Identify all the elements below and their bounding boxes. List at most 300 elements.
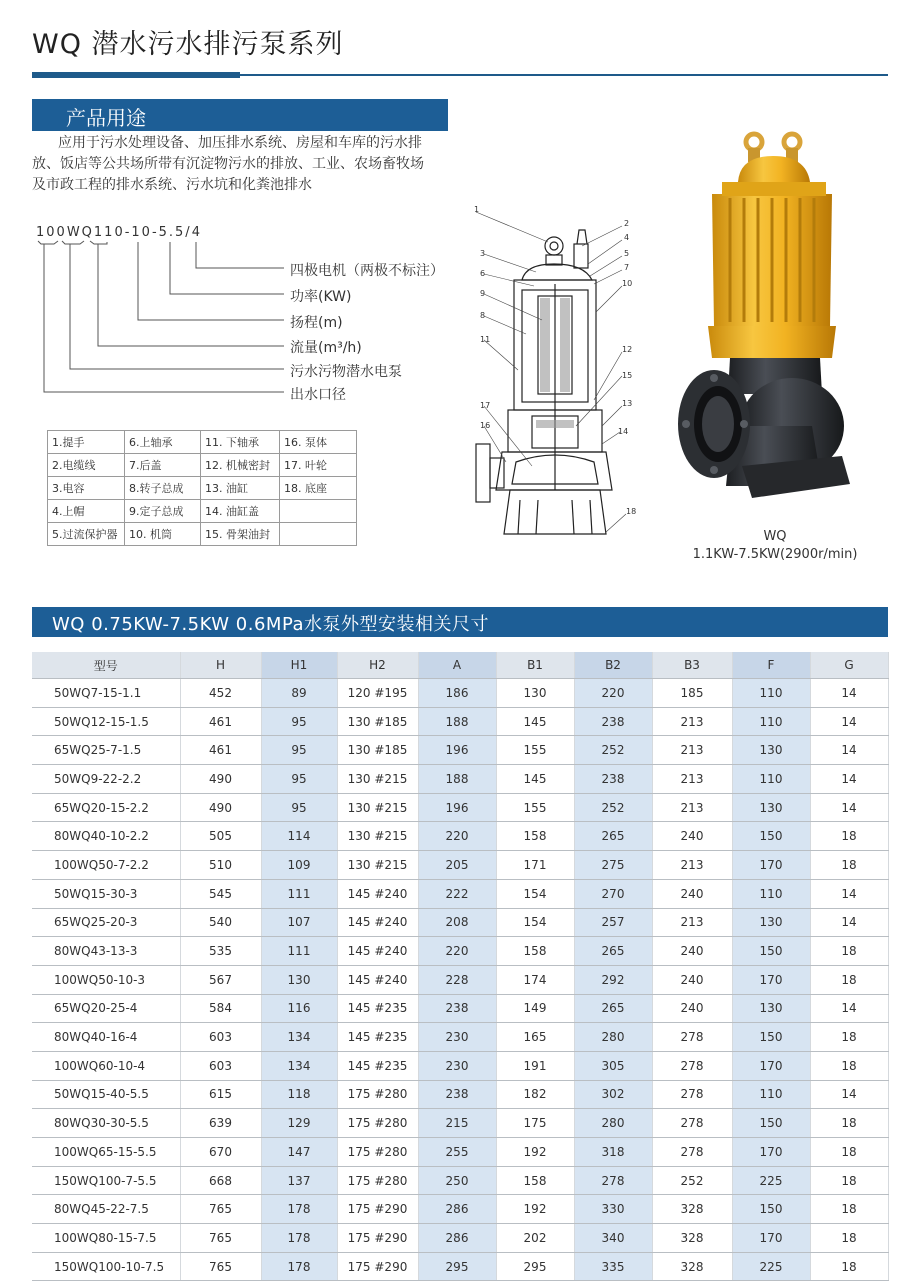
table-row — [32, 1195, 888, 1224]
dimension-cell: 170 — [732, 851, 810, 880]
dimension-cell: 145 #240 — [337, 908, 418, 937]
dimension-cell: 150 — [732, 937, 810, 966]
dimension-cell: 240 — [652, 994, 732, 1023]
diagram-callout-15: 15 — [622, 371, 633, 380]
model-cell: 80WQ45-22-7.5 — [32, 1195, 180, 1224]
parts-cell: 11. 下轴承 — [201, 431, 280, 454]
model-cell: 65WQ20-25-4 — [32, 994, 180, 1023]
dimension-cell: 165 — [496, 1023, 574, 1052]
dimension-cell: 275 — [574, 851, 652, 880]
dimension-cell: 278 — [652, 1109, 732, 1138]
dimension-cell: 130 — [261, 965, 337, 994]
dimension-cell: 238 — [418, 1080, 496, 1109]
dimension-cell: 14 — [810, 879, 888, 908]
dimension-cell: 192 — [496, 1195, 574, 1224]
dimension-cell: 225 — [732, 1166, 810, 1195]
table-row — [32, 1224, 888, 1253]
table-row — [32, 1051, 888, 1080]
dimension-cell: 130 — [732, 908, 810, 937]
dimension-cell: 110 — [732, 707, 810, 736]
dimension-cell: 109 — [261, 851, 337, 880]
dimension-cell: 240 — [652, 822, 732, 851]
dimensions-table — [32, 652, 889, 1281]
model-cell: 50WQ7-15-1.1 — [32, 679, 180, 708]
dimension-cell: 110 — [732, 765, 810, 794]
dimension-cell: 175 — [496, 1109, 574, 1138]
dimension-cell: 328 — [652, 1195, 732, 1224]
dimension-cell: 18 — [810, 1166, 888, 1195]
parts-cell: 5.过流保护器 — [48, 523, 125, 546]
dimension-cell: 490 — [180, 765, 261, 794]
dimension-cell: 18 — [810, 822, 888, 851]
dimension-cell: 510 — [180, 851, 261, 880]
dimension-cell: 252 — [574, 793, 652, 822]
parts-row — [48, 454, 357, 477]
dimension-cell: 192 — [496, 1138, 574, 1167]
dimension-cell: 170 — [732, 965, 810, 994]
parts-cell: 16. 泵体 — [280, 431, 357, 454]
diagram-callout-17: 17 — [480, 401, 491, 410]
parts-row — [48, 477, 357, 500]
dimension-cell: 278 — [652, 1080, 732, 1109]
dimension-cell: 328 — [652, 1252, 732, 1281]
diagram-callout-1: 1 — [474, 205, 480, 214]
dimension-cell: 147 — [261, 1138, 337, 1167]
code-label-head: 扬程(m) — [290, 315, 343, 331]
dimension-cell: 95 — [261, 707, 337, 736]
dimension-cell: 134 — [261, 1023, 337, 1052]
dimension-cell: 213 — [652, 851, 732, 880]
pump-cutaway-diagram — [466, 200, 646, 550]
dimension-cell: 130 #215 — [337, 851, 418, 880]
dimension-cell: 111 — [261, 879, 337, 908]
usage-heading: 产品用途 — [66, 106, 146, 130]
dimension-cell: 116 — [261, 994, 337, 1023]
dimension-cell: 178 — [261, 1195, 337, 1224]
dimension-cell: 222 — [418, 879, 496, 908]
model-cell: 65WQ25-20-3 — [32, 908, 180, 937]
dimensions-header-h: H — [180, 652, 261, 679]
dimension-cell: 670 — [180, 1138, 261, 1167]
table-row — [32, 1138, 888, 1167]
table-row — [32, 707, 888, 736]
table-row — [32, 851, 888, 880]
dimensions-section-header — [32, 607, 888, 637]
diagram-callout-8: 8 — [480, 311, 486, 320]
dimension-cell: 134 — [261, 1051, 337, 1080]
dimensions-heading: WQ 0.75KW-7.5KW 0.6MPa水泵外型安装相关尺寸 — [52, 614, 490, 635]
dimension-cell: 114 — [261, 822, 337, 851]
dimension-cell: 765 — [180, 1252, 261, 1281]
parts-cell: 18. 底座 — [280, 477, 357, 500]
dimension-cell: 490 — [180, 793, 261, 822]
dimension-cell: 603 — [180, 1023, 261, 1052]
dimension-cell: 170 — [732, 1051, 810, 1080]
model-cell: 80WQ40-10-2.2 — [32, 822, 180, 851]
dimension-cell: 461 — [180, 736, 261, 765]
dimension-cell: 202 — [496, 1224, 574, 1253]
dimension-cell: 130 — [496, 679, 574, 708]
dimension-cell: 639 — [180, 1109, 261, 1138]
dimensions-header-a: A — [418, 652, 496, 679]
dimensions-header-model: 型号 — [32, 652, 180, 679]
dimensions-header-g: G — [810, 652, 888, 679]
dimension-cell: 265 — [574, 822, 652, 851]
dimension-cell: 18 — [810, 1051, 888, 1080]
dimensions-header-b2: B2 — [574, 652, 652, 679]
dimension-cell: 257 — [574, 908, 652, 937]
dimension-cell: 615 — [180, 1080, 261, 1109]
dimension-cell: 111 — [261, 937, 337, 966]
dimension-cell: 95 — [261, 793, 337, 822]
model-cell: 80WQ43-13-3 — [32, 937, 180, 966]
dimension-cell: 265 — [574, 994, 652, 1023]
table-row — [32, 1166, 888, 1195]
dimension-cell: 240 — [652, 965, 732, 994]
model-cell: 100WQ80-15-7.5 — [32, 1224, 180, 1253]
dimension-cell: 278 — [652, 1023, 732, 1052]
dimension-cell: 170 — [732, 1138, 810, 1167]
dimension-cell: 14 — [810, 736, 888, 765]
pump-caption-spec: 1.1KW-7.5KW(2900r/min) — [692, 547, 858, 562]
dimension-cell: 150 — [732, 1023, 810, 1052]
table-row — [32, 879, 888, 908]
dimension-cell: 145 #235 — [337, 994, 418, 1023]
diagram-callout-7: 7 — [624, 263, 630, 272]
table-row — [32, 1109, 888, 1138]
dimension-cell: 220 — [418, 822, 496, 851]
dimension-cell: 185 — [652, 679, 732, 708]
table-row — [32, 793, 888, 822]
dimension-cell: 265 — [574, 937, 652, 966]
dimension-cell: 130 #215 — [337, 822, 418, 851]
table-row — [32, 679, 888, 708]
model-cell: 100WQ50-7-2.2 — [32, 851, 180, 880]
dimension-cell: 18 — [810, 965, 888, 994]
dimension-cell: 584 — [180, 994, 261, 1023]
model-code-example: 100WQ110-10-5.5/4 — [36, 225, 202, 240]
table-row — [32, 736, 888, 765]
model-cell: 65WQ25-7-1.5 — [32, 736, 180, 765]
dimensions-header-h2: H2 — [337, 652, 418, 679]
parts-cell: 7.后盖 — [125, 454, 201, 477]
parts-cell: 8.转子总成 — [125, 477, 201, 500]
diagram-callout-6: 6 — [480, 269, 486, 278]
dimension-cell: 130 — [732, 994, 810, 1023]
table-row — [32, 994, 888, 1023]
pump-caption — [672, 528, 878, 564]
dimension-cell: 130 — [732, 793, 810, 822]
dimension-cell: 280 — [574, 1109, 652, 1138]
parts-cell: 17. 叶轮 — [280, 454, 357, 477]
diagram-callout-14: 14 — [618, 427, 629, 436]
dimension-cell: 567 — [180, 965, 261, 994]
dimension-cell: 137 — [261, 1166, 337, 1195]
dimension-cell: 150 — [732, 1195, 810, 1224]
dimension-cell: 18 — [810, 937, 888, 966]
dimension-cell: 155 — [496, 736, 574, 765]
dimension-cell: 220 — [418, 937, 496, 966]
dimension-cell: 270 — [574, 879, 652, 908]
model-cell: 100WQ60-10-4 — [32, 1051, 180, 1080]
dimension-cell: 95 — [261, 736, 337, 765]
dimension-cell: 603 — [180, 1051, 261, 1080]
parts-legend-table — [47, 430, 357, 546]
dimension-cell: 205 — [418, 851, 496, 880]
table-row — [32, 1080, 888, 1109]
parts-row — [48, 431, 357, 454]
dimension-cell: 145 #240 — [337, 937, 418, 966]
dimension-cell: 182 — [496, 1080, 574, 1109]
dimension-cell: 175 #290 — [337, 1195, 418, 1224]
dimension-cell: 230 — [418, 1051, 496, 1080]
dimension-cell: 149 — [496, 994, 574, 1023]
dimension-cell: 175 #290 — [337, 1224, 418, 1253]
dimension-cell: 340 — [574, 1224, 652, 1253]
dimension-cell: 175 #290 — [337, 1252, 418, 1281]
pump-product-photo — [672, 126, 862, 521]
dimension-cell: 208 — [418, 908, 496, 937]
dimension-cell: 14 — [810, 994, 888, 1023]
model-cell: 80WQ30-30-5.5 — [32, 1109, 180, 1138]
dimension-cell: 158 — [496, 822, 574, 851]
dimension-cell: 145 #240 — [337, 965, 418, 994]
diagram-callout-9: 9 — [480, 289, 486, 298]
parts-cell: 15. 骨架油封 — [201, 523, 280, 546]
dimension-cell: 130 #215 — [337, 793, 418, 822]
usage-line: 及市政工程的排水系统、污水坑和化粪池排水 — [32, 177, 312, 193]
dimension-cell: 250 — [418, 1166, 496, 1195]
dimension-cell: 452 — [180, 679, 261, 708]
dimension-cell: 155 — [496, 793, 574, 822]
dimension-cell: 18 — [810, 1023, 888, 1052]
model-cell: 100WQ65-15-5.5 — [32, 1138, 180, 1167]
model-cell: 150WQ100-7-5.5 — [32, 1166, 180, 1195]
dimension-cell: 186 — [418, 679, 496, 708]
parts-cell: 3.电容 — [48, 477, 125, 500]
dimension-cell: 238 — [418, 994, 496, 1023]
page-title: WQ 潜水污水排污泵系列 — [32, 29, 344, 60]
dimension-cell: 302 — [574, 1080, 652, 1109]
dimension-cell: 295 — [496, 1252, 574, 1281]
diagram-callout-3: 3 — [480, 249, 486, 258]
dimension-cell: 150 — [732, 1109, 810, 1138]
dimension-cell: 14 — [810, 908, 888, 937]
code-label-pump-type: 污水污物潜水电泵 — [290, 364, 402, 380]
dimension-cell: 145 #235 — [337, 1023, 418, 1052]
dimension-cell: 213 — [652, 736, 732, 765]
dimension-cell: 188 — [418, 707, 496, 736]
dimension-cell: 95 — [261, 765, 337, 794]
dimension-cell: 171 — [496, 851, 574, 880]
dimension-cell: 765 — [180, 1195, 261, 1224]
dimension-cell: 145 — [496, 707, 574, 736]
dimension-cell: 461 — [180, 707, 261, 736]
dimension-cell: 110 — [732, 879, 810, 908]
dimension-cell: 154 — [496, 908, 574, 937]
dimension-cell: 278 — [652, 1138, 732, 1167]
parts-row — [48, 500, 357, 523]
dimension-cell: 18 — [810, 1224, 888, 1253]
dimension-cell: 18 — [810, 851, 888, 880]
table-row — [32, 908, 888, 937]
dimension-cell: 213 — [652, 908, 732, 937]
dimension-cell: 225 — [732, 1252, 810, 1281]
dimension-cell: 295 — [418, 1252, 496, 1281]
parts-cell: 9.定子总成 — [125, 500, 201, 523]
dimension-cell: 107 — [261, 908, 337, 937]
dimension-cell: 129 — [261, 1109, 337, 1138]
dimension-cell: 280 — [574, 1023, 652, 1052]
model-cell: 65WQ20-15-2.2 — [32, 793, 180, 822]
parts-row — [48, 523, 357, 546]
dimension-cell: 178 — [261, 1224, 337, 1253]
parts-cell: 10. 机筒 — [125, 523, 201, 546]
dimension-cell: 170 — [732, 1224, 810, 1253]
dimension-cell: 240 — [652, 879, 732, 908]
dimension-cell: 130 — [732, 736, 810, 765]
dimension-cell: 238 — [574, 707, 652, 736]
usage-line: 放、饭店等公共场所带有沉淀物污水的排放、工业、农场畜牧场 — [32, 156, 424, 172]
diagram-callout-10: 10 — [622, 279, 633, 288]
dimension-cell: 213 — [652, 765, 732, 794]
dimension-cell: 130 #185 — [337, 736, 418, 765]
dimension-cell: 535 — [180, 937, 261, 966]
dimension-cell: 196 — [418, 793, 496, 822]
dimension-cell: 89 — [261, 679, 337, 708]
dimension-cell: 18 — [810, 1109, 888, 1138]
table-row — [32, 765, 888, 794]
dimension-cell: 545 — [180, 879, 261, 908]
dimension-cell: 505 — [180, 822, 261, 851]
dimension-cell: 540 — [180, 908, 261, 937]
table-row — [32, 965, 888, 994]
diagram-callout-18: 18 — [626, 507, 637, 516]
model-code-leader-lines — [0, 0, 460, 420]
model-cell: 50WQ9-22-2.2 — [32, 765, 180, 794]
diagram-callout-12: 12 — [622, 345, 633, 354]
dimension-cell: 228 — [418, 965, 496, 994]
dimension-cell: 278 — [574, 1166, 652, 1195]
dimension-cell: 14 — [810, 1080, 888, 1109]
code-label-outlet-diameter: 出水口径 — [290, 387, 346, 403]
dimension-cell: 252 — [652, 1166, 732, 1195]
model-cell: 150WQ100-10-7.5 — [32, 1252, 180, 1281]
dimension-cell: 145 — [496, 765, 574, 794]
dimension-cell: 765 — [180, 1224, 261, 1253]
dimension-cell: 335 — [574, 1252, 652, 1281]
parts-cell: 14. 油缸盖 — [201, 500, 280, 523]
code-label-motor-poles: 四极电机（两极不标注） — [290, 263, 444, 279]
dimension-cell: 305 — [574, 1051, 652, 1080]
dimension-cell: 230 — [418, 1023, 496, 1052]
dimension-cell: 130 #215 — [337, 765, 418, 794]
dimension-cell: 286 — [418, 1195, 496, 1224]
dimension-cell: 255 — [418, 1138, 496, 1167]
dimension-cell: 14 — [810, 765, 888, 794]
dimension-cell: 158 — [496, 1166, 574, 1195]
parts-cell: 13. 油缸 — [201, 477, 280, 500]
diagram-callout-16: 16 — [480, 421, 491, 430]
dimension-cell: 220 — [574, 679, 652, 708]
dimension-cell: 154 — [496, 879, 574, 908]
parts-cell: 12. 机械密封 — [201, 454, 280, 477]
dimension-cell: 240 — [652, 937, 732, 966]
dimension-cell: 215 — [418, 1109, 496, 1138]
dimension-cell: 178 — [261, 1252, 337, 1281]
diagram-callout-4: 4 — [624, 233, 630, 242]
dimension-cell: 175 #280 — [337, 1138, 418, 1167]
diagram-callout-5: 5 — [624, 249, 630, 258]
table-row — [32, 1023, 888, 1052]
dimension-cell: 292 — [574, 965, 652, 994]
dimension-cell: 145 #235 — [337, 1051, 418, 1080]
dimensions-header-h1: H1 — [261, 652, 337, 679]
dimension-cell: 213 — [652, 793, 732, 822]
dimension-cell: 120 #195 — [337, 679, 418, 708]
dimension-cell: 118 — [261, 1080, 337, 1109]
model-cell: 50WQ15-30-3 — [32, 879, 180, 908]
dimension-cell: 110 — [732, 1080, 810, 1109]
dimension-cell: 286 — [418, 1224, 496, 1253]
dimension-cell: 191 — [496, 1051, 574, 1080]
dimension-cell: 318 — [574, 1138, 652, 1167]
dimension-cell: 175 #280 — [337, 1080, 418, 1109]
dimension-cell: 668 — [180, 1166, 261, 1195]
model-cell: 50WQ12-15-1.5 — [32, 707, 180, 736]
dimension-cell: 174 — [496, 965, 574, 994]
parts-cell: 1.提手 — [48, 431, 125, 454]
dimension-cell: 18 — [810, 1195, 888, 1224]
table-row — [32, 937, 888, 966]
dimension-cell: 175 #280 — [337, 1109, 418, 1138]
dimension-cell: 213 — [652, 707, 732, 736]
diagram-callout-11: 11 — [480, 335, 491, 344]
dimension-cell: 14 — [810, 707, 888, 736]
dimension-cell: 330 — [574, 1195, 652, 1224]
usage-line: 应用于污水处理设备、加压排水系统、房屋和车库的污水排 — [58, 135, 422, 151]
parts-cell — [280, 523, 357, 546]
dimension-cell: 14 — [810, 793, 888, 822]
dimension-cell: 188 — [418, 765, 496, 794]
pump-caption-model: WQ — [763, 529, 787, 544]
dimension-cell: 252 — [574, 736, 652, 765]
model-cell: 50WQ15-40-5.5 — [32, 1080, 180, 1109]
dimension-cell: 278 — [652, 1051, 732, 1080]
parts-cell — [280, 500, 357, 523]
dimensions-header-b3: B3 — [652, 652, 732, 679]
diagram-callout-13: 13 — [622, 399, 633, 408]
model-cell: 80WQ40-16-4 — [32, 1023, 180, 1052]
dimension-cell: 158 — [496, 937, 574, 966]
dimension-cell: 175 #280 — [337, 1166, 418, 1195]
dimension-cell: 196 — [418, 736, 496, 765]
table-row — [32, 822, 888, 851]
dimension-cell: 14 — [810, 679, 888, 708]
dimensions-header-f: F — [732, 652, 810, 679]
parts-cell: 4.上帽 — [48, 500, 125, 523]
dimension-cell: 18 — [810, 1252, 888, 1281]
diagram-callout-2: 2 — [624, 219, 630, 228]
dimension-cell: 145 #240 — [337, 879, 418, 908]
parts-cell: 6.上轴承 — [125, 431, 201, 454]
code-label-power: 功率(KW) — [290, 289, 352, 305]
dimension-cell: 328 — [652, 1224, 732, 1253]
dimension-cell: 110 — [732, 679, 810, 708]
dimensions-header-b1: B1 — [496, 652, 574, 679]
dimension-cell: 18 — [810, 1138, 888, 1167]
parts-cell: 2.电缆线 — [48, 454, 125, 477]
